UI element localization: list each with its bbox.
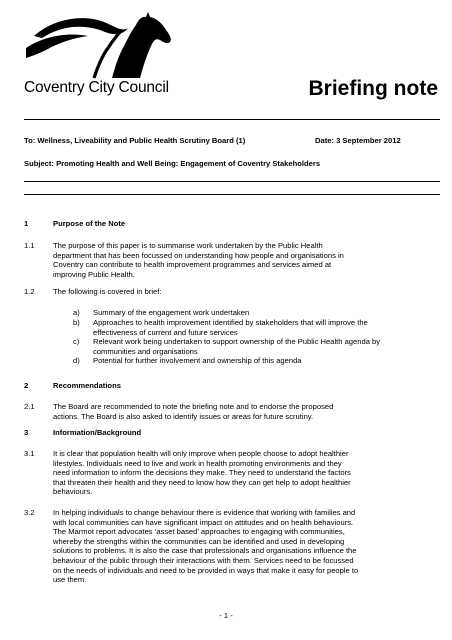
paragraph-text: The Board are recommended to note the briefing note and to endorse the proposed actions. The Board is also asked to identify issues or areas for future scrutiny. bbox=[53, 402, 334, 421]
paragraph-number: 3.2 bbox=[24, 508, 35, 517]
document-title: Briefing note bbox=[308, 77, 438, 100]
council-logo-icon bbox=[24, 8, 174, 80]
list-label: a) bbox=[73, 308, 80, 317]
list-item: Potential for further involvement and ownership of this agenda bbox=[93, 356, 302, 365]
paragraph-number: 2.1 bbox=[24, 402, 35, 411]
subject-divider-top bbox=[24, 181, 440, 182]
section-heading: Information/Background bbox=[53, 428, 142, 437]
paragraph-number: 1.2 bbox=[24, 287, 35, 296]
paragraph-text: The following is covered in brief: bbox=[53, 287, 162, 296]
section-number: 1 bbox=[24, 219, 29, 228]
paragraph-text: It is clear that population health will only improve when people choose to adopt healthier lifestyles. Individuals need to live and work in health promoting environments and they need information to inform the decisions they make. They need to understand the factors that threaten their health and they need to know how they can get help to adopt healthier behaviours. bbox=[53, 449, 351, 497]
section-heading: Recommendations bbox=[53, 381, 121, 390]
subject-divider-bottom bbox=[24, 194, 440, 195]
header-divider bbox=[24, 119, 440, 120]
list-item: Summary of the engagement work undertaken bbox=[93, 308, 250, 317]
list-label: d) bbox=[73, 356, 80, 365]
page-number: - 1 - bbox=[219, 611, 233, 620]
list-label: b) bbox=[73, 318, 80, 327]
recipient-line: To: Wellness, Liveability and Public Health Scrutiny Board (1) bbox=[24, 136, 246, 145]
subject-line: Subject: Promoting Health and Well Being: Engagement of Coventry Stakeholders bbox=[24, 159, 321, 168]
date-line: Date: 3 September 2012 bbox=[315, 136, 401, 145]
paragraph-number: 3.1 bbox=[24, 449, 35, 458]
section-heading: Purpose of the Note bbox=[53, 219, 126, 228]
paragraph-number: 1.1 bbox=[24, 241, 35, 250]
org-name: Coventry City Council bbox=[24, 79, 169, 96]
section-number: 2 bbox=[24, 381, 29, 390]
section-number: 3 bbox=[24, 428, 29, 437]
list-label: c) bbox=[73, 337, 80, 346]
paragraph-text: The purpose of this paper is to summarise work undertaken by the Public Health department that has been focussed on understanding how people and organisations in Coventry can contribute to health improvement programmes and services aimed at improving Public Health. bbox=[53, 241, 344, 279]
list-item: Approaches to health improvement identified by stakeholders that will improve the effectiveness of current and future services bbox=[93, 318, 368, 337]
paragraph-text: In helping individuals to change behaviour there is evidence that working with families and with local communities can have significant impact on attitudes and on health behaviours. The Marmot report advocates ‘asset based’ approaches to engaging with communities, whereby the strengths within the communities can be identified and used in developing solutions to problems. It is also the case that professionals and organisations influence the behaviour of the public through their interactions with them. Services need to be focussed on the needs of individuals and need to be provided in ways that make it easy for people to use them. bbox=[53, 508, 359, 585]
list-item: Relevant work being undertaken to support ownership of the Public Health agenda by communities and organisations bbox=[93, 337, 381, 356]
